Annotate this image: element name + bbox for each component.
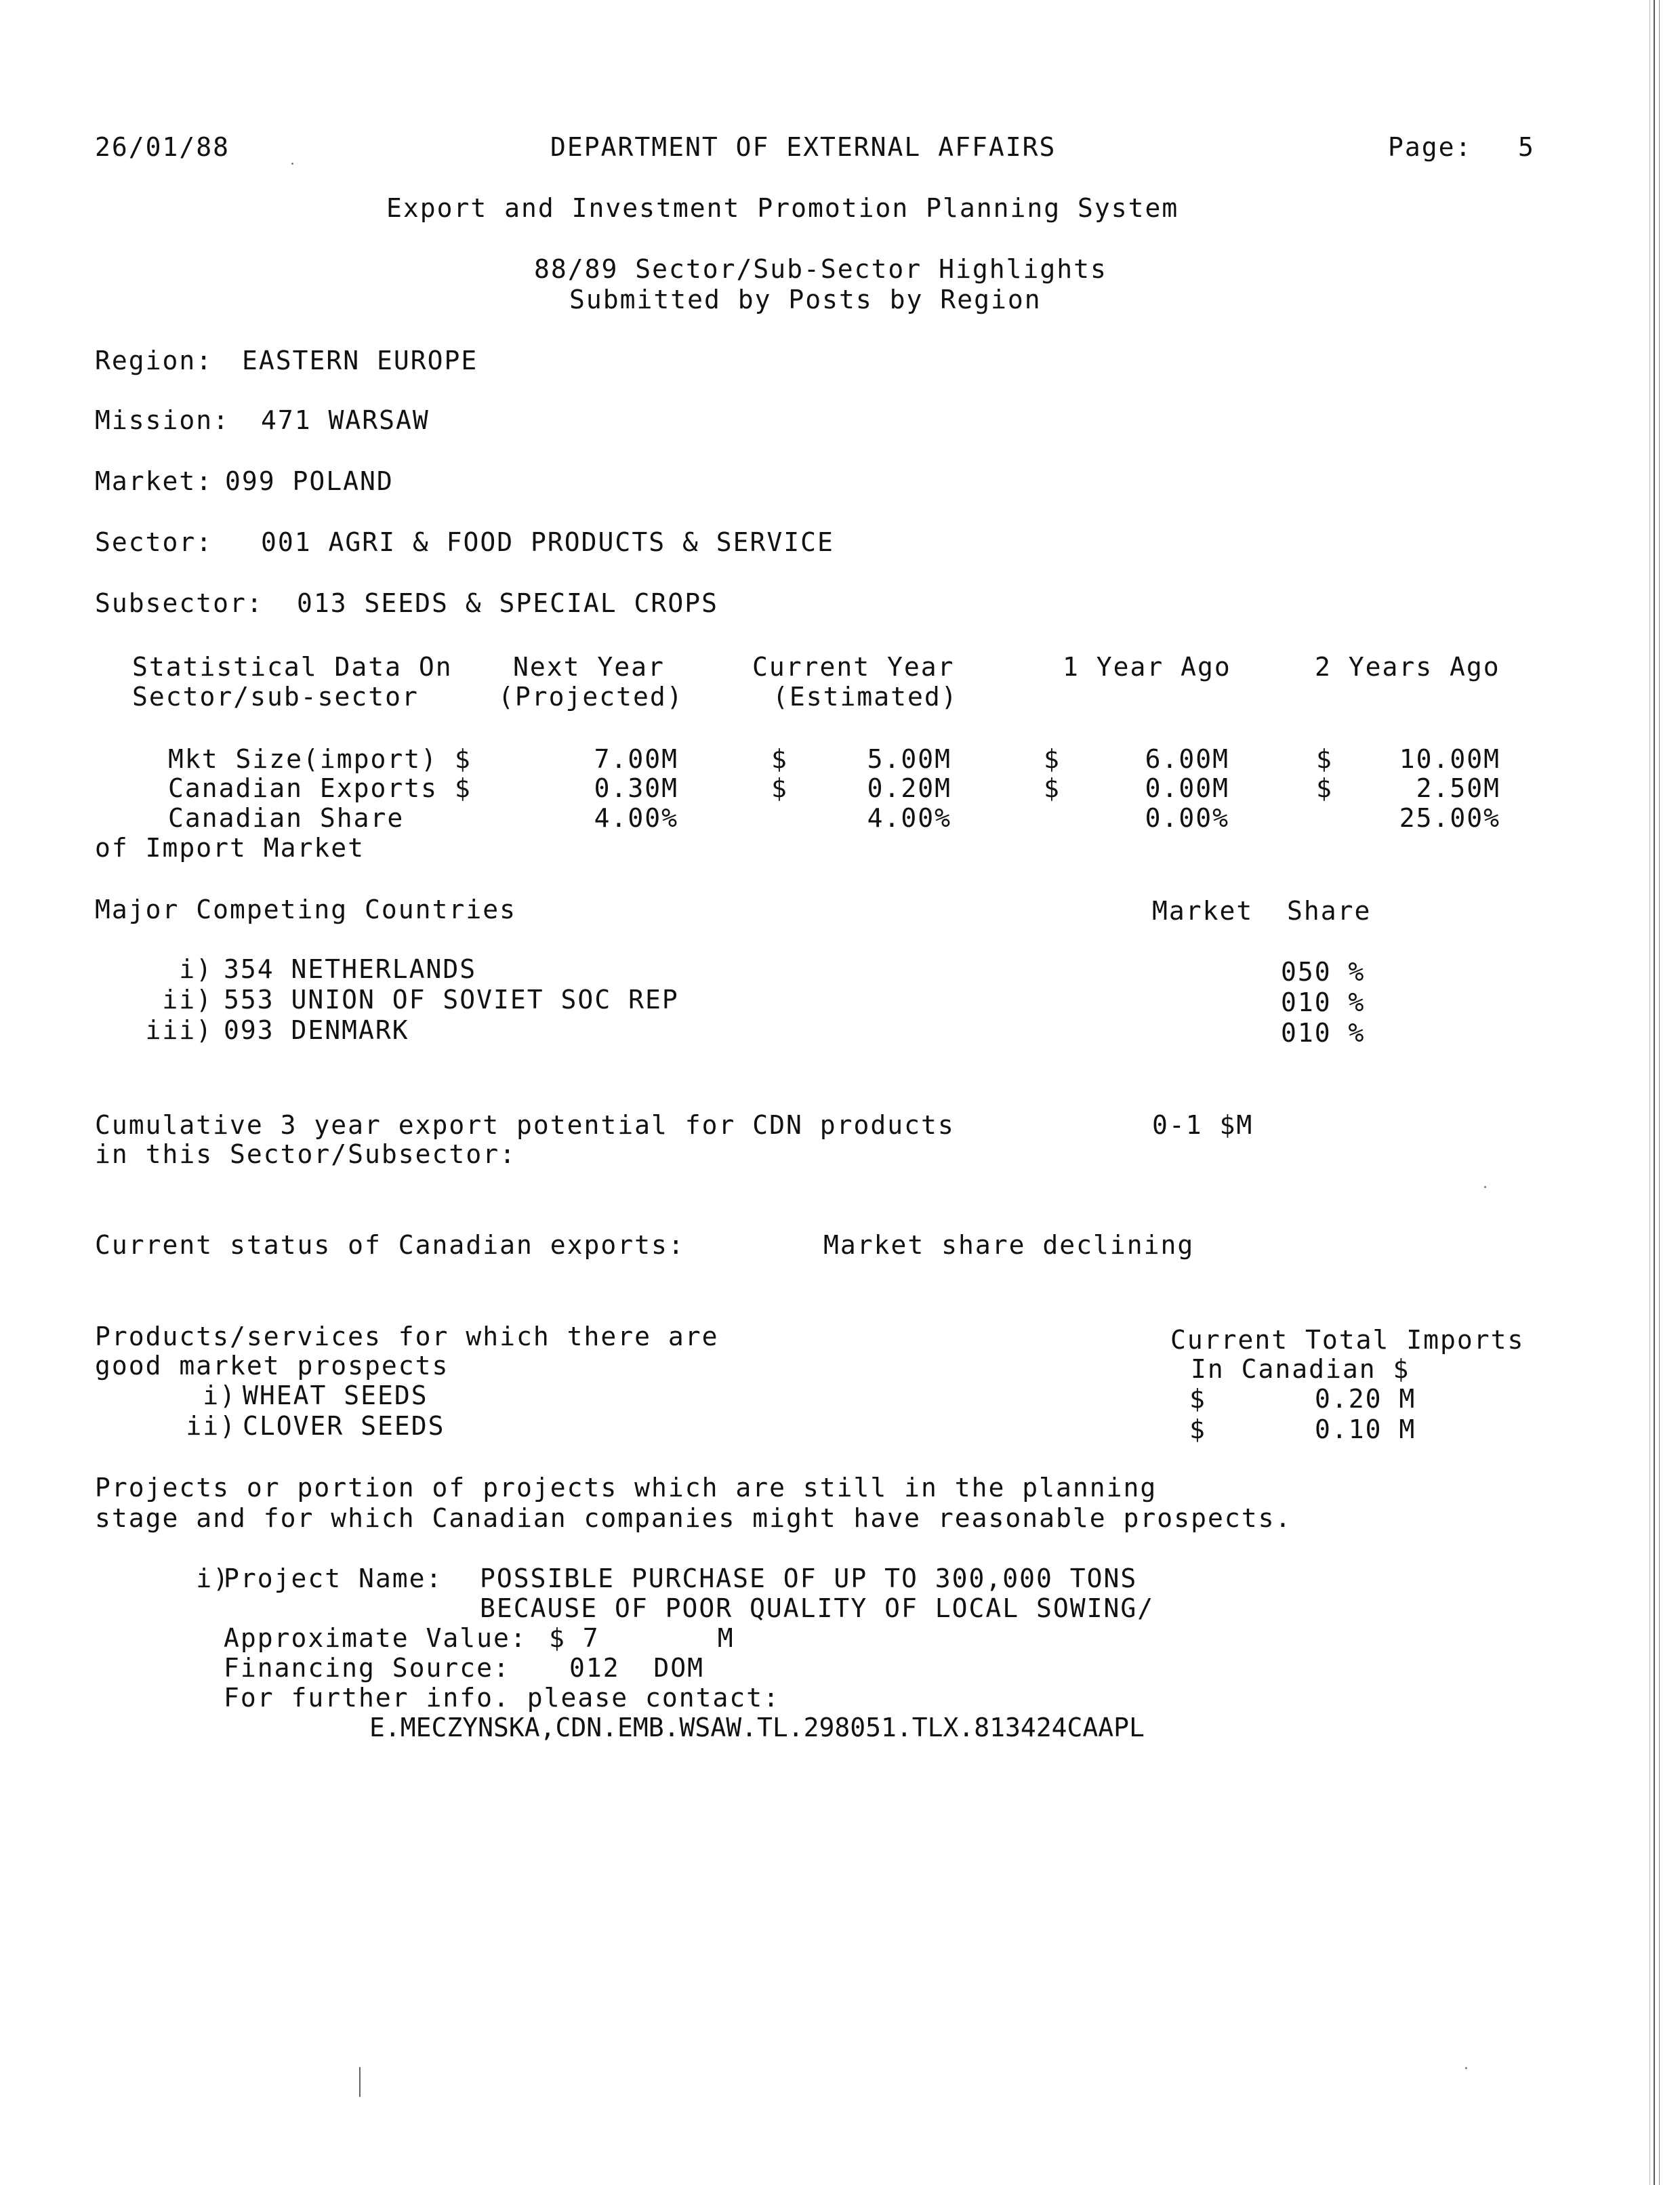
table-cell: 5.00M: [867, 744, 951, 774]
scan-speck: [1484, 1186, 1486, 1188]
export-potential-label-line1: Cumulative 3 year export potential for CDN products: [95, 1110, 955, 1140]
project-name-label: Project Name:: [224, 1564, 443, 1593]
page-label: Page:: [1388, 132, 1473, 162]
list-item-currency: $: [1189, 1384, 1206, 1414]
subsector-label: Subsector:: [95, 588, 264, 618]
table-row-label: Canadian Share: [168, 803, 405, 833]
list-item-index: i): [179, 954, 213, 984]
scan-page-edge: [1654, 0, 1660, 2185]
list-item-index: ii): [186, 1411, 237, 1441]
export-potential-label-line2: in this Sector/Subsector:: [95, 1139, 516, 1169]
table-cell: 6.00M: [1145, 744, 1229, 774]
table-cell: 7.00M: [594, 744, 678, 774]
projects-heading-line2: stage and for which Canadian companies might have reasonable prospects.: [95, 1503, 1292, 1533]
scan-speck: [291, 163, 293, 165]
col-next-year-sub: (Projected): [498, 682, 684, 712]
contact-value: E.MECZYNSKA,CDN.EMB.WSAW.TL.298051.TLX.813424CAAPL: [369, 1713, 1145, 1742]
region-value: EASTERN EUROPE: [242, 346, 478, 375]
list-item-share: 050 %: [1281, 957, 1366, 987]
table-cell: $: [771, 773, 788, 803]
table-row-label: Canadian Exports $: [168, 773, 472, 803]
col-2-years-ago: 2 Years Ago: [1315, 652, 1500, 682]
table-row-label: Mkt Size(import) $: [168, 744, 472, 774]
department-name: DEPARTMENT OF EXTERNAL AFFAIRS: [550, 132, 1057, 162]
contact-label: For further info. please contact:: [224, 1683, 780, 1713]
table-cell: 25.00%: [1399, 803, 1500, 833]
subsector-value: 013 SEEDS & SPECIAL CROPS: [297, 588, 718, 618]
stats-heading-line2: Sector/sub-sector: [132, 682, 419, 712]
sector-value: 001 AGRI & FOOD PRODUCTS & SERVICE: [261, 527, 834, 557]
table-cell: $: [1044, 744, 1061, 774]
report-subtitle: Submitted by Posts by Region: [569, 285, 1042, 314]
table-row-label-continuation: of Import Market: [95, 833, 365, 863]
imports-heading-line2: In Canadian $: [1191, 1354, 1410, 1384]
mission-value: 471 WARSAW: [261, 405, 430, 435]
system-title: Export and Investment Promotion Planning System: [386, 193, 1179, 223]
table-cell: $: [1044, 773, 1061, 803]
table-cell: $: [1316, 773, 1333, 803]
project-name-line1: POSSIBLE PURCHASE OF UP TO 300,000 TONS: [480, 1564, 1138, 1593]
page-number: 5: [1518, 132, 1535, 162]
export-potential-value: 0-1 $M: [1152, 1110, 1254, 1140]
products-heading-line2: good market prospects: [95, 1351, 449, 1381]
list-item: 093 DENMARK: [224, 1015, 409, 1045]
project-name-line2: BECAUSE OF POOR QUALITY OF LOCAL SOWING/: [480, 1593, 1155, 1623]
scan-mark: [359, 2067, 361, 2097]
table-cell: 4.00%: [867, 803, 951, 833]
table-cell: 10.00M: [1399, 744, 1500, 774]
list-item-index: ii): [162, 985, 213, 1015]
products-heading-line1: Products/services for which there are: [95, 1322, 719, 1351]
project-index: i): [196, 1564, 230, 1593]
col-current-year: Current Year: [752, 652, 955, 682]
mission-label: Mission:: [95, 405, 230, 435]
list-item-share: 010 %: [1281, 987, 1366, 1017]
projects-heading-line1: Projects or portion of projects which are still in the planning: [95, 1473, 1157, 1503]
table-cell: 0.00M: [1145, 773, 1229, 803]
approx-value: $ 7 M: [549, 1623, 735, 1653]
table-cell: 0.20M: [867, 773, 951, 803]
list-item-index: iii): [145, 1015, 213, 1045]
list-item-index: i): [203, 1381, 237, 1410]
market-share-heading: Market Share: [1152, 896, 1372, 926]
report-date: 26/01/88: [95, 132, 230, 162]
list-item-value: 0.10 M: [1315, 1414, 1416, 1444]
stats-heading-line1: Statistical Data On: [132, 652, 453, 682]
table-cell: 2.50M: [1416, 773, 1500, 803]
imports-heading-line1: Current Total Imports: [1170, 1325, 1525, 1355]
table-cell: 0.00%: [1145, 803, 1229, 833]
list-item: WHEAT SEEDS: [243, 1381, 428, 1410]
sector-label: Sector:: [95, 527, 213, 557]
list-item-currency: $: [1189, 1414, 1206, 1444]
export-status-label: Current status of Canadian exports:: [95, 1230, 685, 1260]
financing-source-label: Financing Source:: [224, 1653, 510, 1683]
table-cell: 0.30M: [594, 773, 678, 803]
market-value: 099 POLAND: [225, 466, 394, 496]
table-cell: 4.00%: [594, 803, 678, 833]
export-status-value: Market share declining: [823, 1230, 1195, 1260]
report-title: 88/89 Sector/Sub-Sector Highlights: [534, 254, 1107, 284]
col-1-year-ago: 1 Year Ago: [1063, 652, 1231, 682]
table-cell: $: [1316, 744, 1333, 774]
competitors-heading: Major Competing Countries: [95, 895, 516, 924]
scan-speck: [1465, 2067, 1467, 2069]
list-item-value: 0.20 M: [1315, 1384, 1416, 1414]
list-item-share: 010 %: [1281, 1018, 1366, 1048]
market-label: Market:: [95, 466, 213, 496]
table-cell: $: [771, 744, 788, 774]
list-item: 553 UNION OF SOVIET SOC REP: [224, 985, 679, 1015]
col-current-year-sub: (Estimated): [773, 682, 958, 712]
col-next-year: Next Year: [513, 652, 665, 682]
approx-value-label: Approximate Value:: [224, 1623, 527, 1653]
list-item: 354 NETHERLANDS: [224, 954, 477, 984]
region-label: Region:: [95, 346, 213, 375]
list-item: CLOVER SEEDS: [243, 1411, 445, 1441]
financing-source-value: 012 DOM: [569, 1653, 705, 1683]
